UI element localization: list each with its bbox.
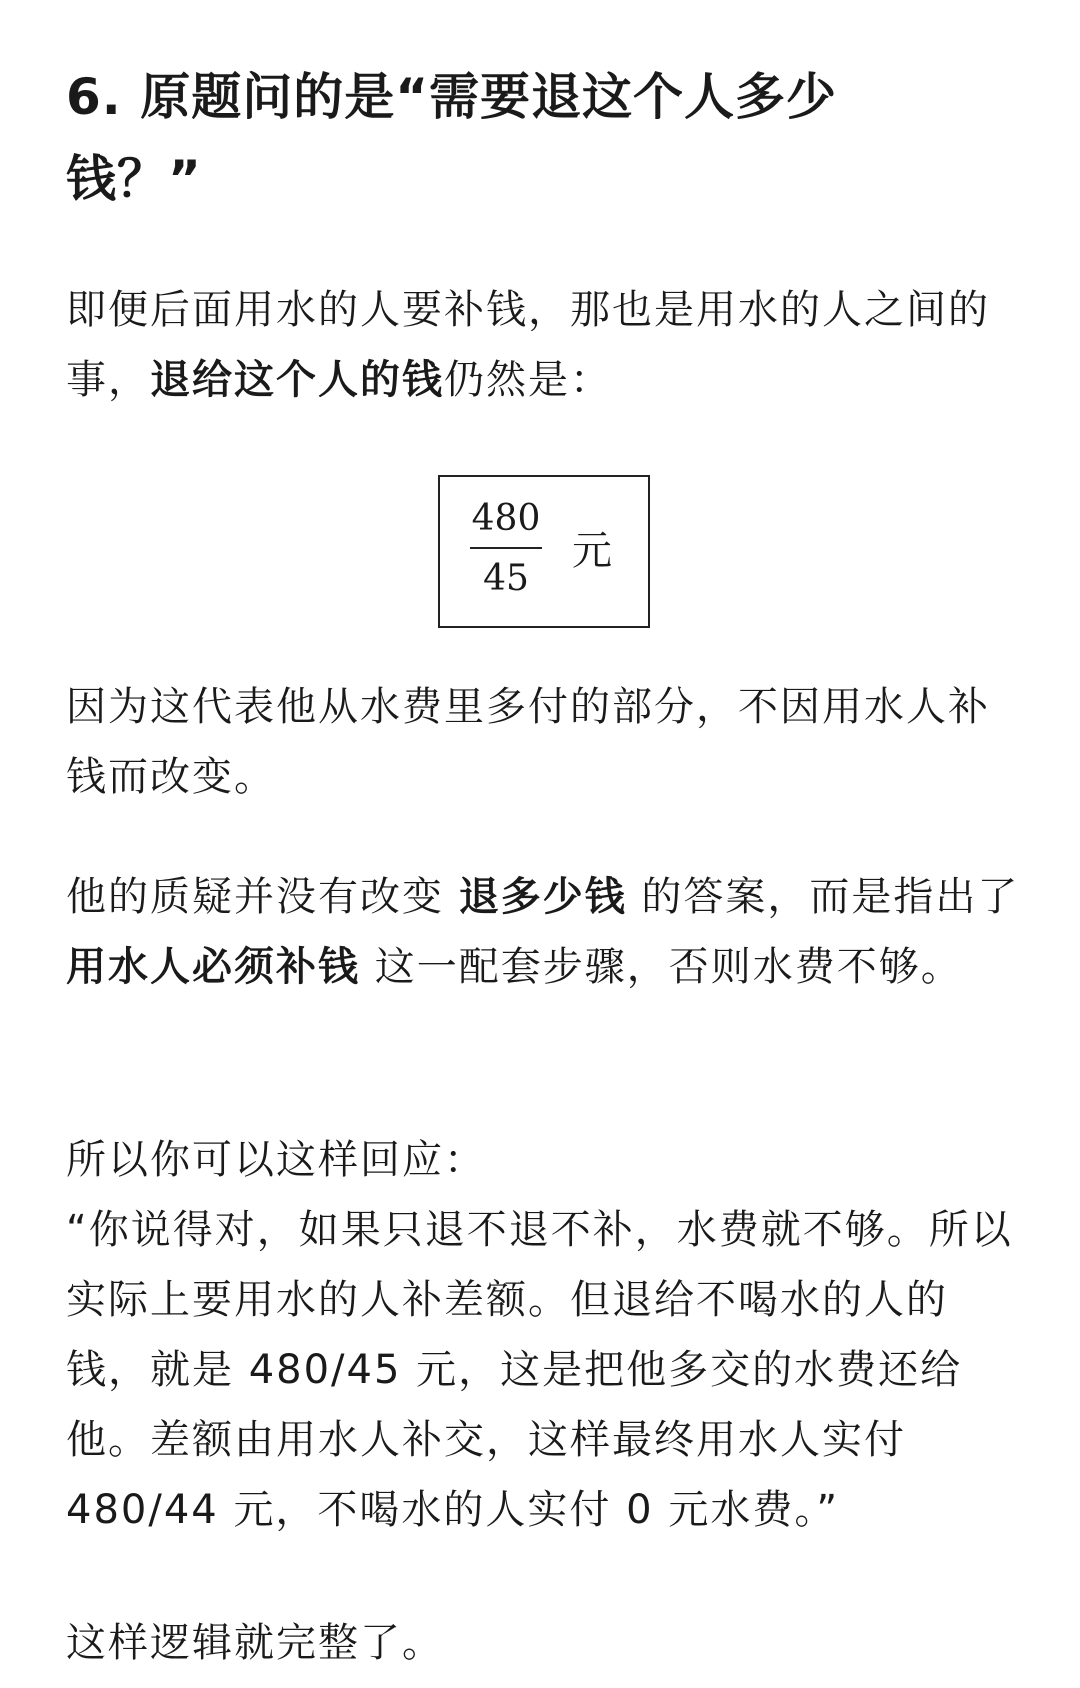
paragraph-text: 这一配套步骤，否则水费不够。 [360, 944, 963, 990]
emphasis-text: 退多少钱 [458, 874, 627, 920]
fraction-numerator: 480 [471, 498, 541, 539]
fraction [470, 497, 542, 601]
currency-unit: 元 [572, 528, 612, 574]
fraction-denominator: 45 [483, 558, 529, 599]
paragraph-refund-statement [66, 275, 1026, 415]
paragraph-suggested-reply [66, 1125, 1026, 1545]
boxed-formula [438, 475, 650, 628]
paragraph-conclusion: 这样逻辑就完整了。 [66, 1620, 444, 1666]
emphasis-text: 退给这个人的钱 [150, 357, 444, 403]
paragraph-text: 即便后面用水的人要补钱，那也是用水的人之间的事， [66, 287, 990, 403]
fraction-bar [470, 547, 542, 549]
reply-quote: “你说得对，如果只退不退不补，水费就不够。所以实际上要用水的人补差额。但退给不喝水的人的钱，就是 480/45 元，这是把他多交的水费还给他。差额由用水人补交，这样最终用水人实付 480/44 元，不喝水的人实付 0 元水费。” [66, 1207, 1013, 1533]
reply-intro: 所以你可以这样回应： [66, 1137, 486, 1183]
paragraph-text: 仍然是： [444, 357, 612, 403]
paragraph-clarification [66, 862, 1026, 1002]
paragraph-text: 他的质疑并没有改变 [66, 874, 459, 920]
paragraph-explanation: 因为这代表他从水费里多付的部分，不因用水人补钱而改变。 [66, 684, 990, 800]
paragraph-text: 的答案，而是指出了 [626, 874, 1020, 920]
section-heading: 6. 原题问的是“需要退这个人多少钱？” [66, 68, 838, 208]
emphasis-text: 用水人必须补钱 [66, 944, 360, 990]
